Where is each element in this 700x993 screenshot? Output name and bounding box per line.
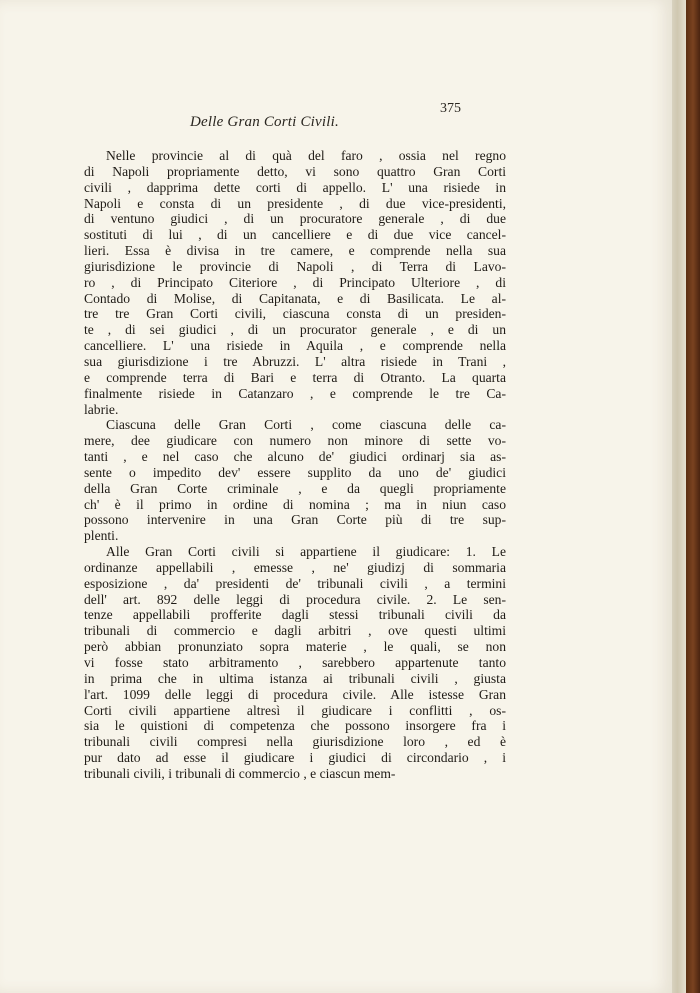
text-line: in prima che in ultima istanza ai tribunali civili , giusta <box>84 670 506 686</box>
text-line: labrie. <box>84 401 119 417</box>
text-line: Alle Gran Corti civili si appartiene il giudicare: 1. Le <box>106 544 506 560</box>
text-line: di Napoli propriamente detto, vi sono quattro Gran Corti <box>84 163 506 179</box>
text-line: sia le quistioni di competenza che possono insorgere fra i <box>84 718 506 734</box>
text-line: giurisdizione le provincie di Napoli , di Terra di Lavo- <box>84 258 506 274</box>
text-line: Corti civili appartiene altresì il giudicare i conflitti , os- <box>84 702 506 718</box>
page-number: 375 <box>440 101 461 116</box>
text-line: tribunali civili compresi nella giurisdizione loro , ed è <box>84 734 506 750</box>
text-line: dell' art. 892 delle leggi di procedura civile. 2. Le sen- <box>84 591 506 607</box>
text-line: ordinanze appellabili , emesse , ne' giudizj di sommaria <box>84 559 506 575</box>
text-line: Napoli e consta di un presidente , di due vice-presidenti, <box>84 195 506 211</box>
text-line: Nelle provincie al di quà del faro , ossia nel regno <box>106 148 506 163</box>
text-line: vi fosse stato arbitramento , sarebbero appartenute tanto <box>84 655 506 670</box>
text-line: tribunali di commercio e dagli arbitri , ove questi ultimi <box>84 623 506 639</box>
text-line: sua giurisdizione i tre Abruzzi. L' altra risiede in Trani , <box>84 353 506 369</box>
text-line: plenti. <box>84 528 119 544</box>
text-line: però abbian pronunziato sopra materie , le quali, se non <box>84 639 506 655</box>
text-line: te , di sei giudici , di un procurator generale , e di un <box>84 322 506 338</box>
text-line: pur dato ad esse il giudicare i giudici di circondario , i <box>84 750 506 766</box>
text-line: civili , dapprima dette corti di appello. L' una risiede in <box>84 179 506 195</box>
page-header-title: Delle Gran Corti Civili. <box>190 114 339 130</box>
text-line: ro , di Principato Citeriore , di Principato Ulteriore , di <box>84 274 506 290</box>
text-line: Contado di Molise, di Capitanata, e di Basilicata. Le al- <box>84 290 506 306</box>
text-line: tribunali civili, i tribunali di commercio , e ciascun mem- <box>84 765 396 781</box>
page-edge <box>672 0 686 993</box>
text-line: finalmente risiede in Catanzaro , e comprende le tre Ca- <box>84 385 506 401</box>
text-line: l'art. 1099 delle leggi di procedura civile. Alle istesse Gran <box>84 686 506 702</box>
text-line: mere, dee giudicare con numero non minore di sette vo- <box>84 433 506 449</box>
text-line: della Gran Corte criminale , e da quegli propriamente <box>84 480 506 496</box>
text-line: lieri. Essa è divisa in tre camere, e comprende nella sua <box>84 243 506 259</box>
text-line: possono intervenire in una Gran Corte più di tre sup- <box>84 512 506 528</box>
text-line: sente o impedito dev' essere supplito da uno de' giudici <box>84 464 506 480</box>
text-line: e comprende terra di Bari e terra di Otranto. La quarta <box>84 369 506 385</box>
text-line: tenze appellabili profferite dagli stessi tribunali civili da <box>84 607 506 623</box>
text-line: tanti , e nel caso che alcuno de' giudici ordinarj sia as- <box>84 449 506 465</box>
book-binding <box>686 0 700 993</box>
text-line: cancelliere. L' una risiede in Aquila , e comprende nella <box>84 338 506 354</box>
text-line: di ventuno giudici , di un procuratore generale , di due <box>84 211 506 227</box>
text-line: tre tre Gran Corti civili, ciascuna consta di un presiden- <box>84 306 506 322</box>
text-line: Ciascuna delle Gran Corti , come ciascuna delle ca- <box>106 417 506 433</box>
text-line: esposizione , da' presidenti de' tribunali civili , a termini <box>84 575 506 591</box>
text-line: sostituti di lui , di un cancelliere e di due vice cancel- <box>84 227 506 243</box>
body-text <box>84 148 506 782</box>
text-line: ch' è il primo in ordine di nomina ; ma in niun caso <box>84 496 506 512</box>
